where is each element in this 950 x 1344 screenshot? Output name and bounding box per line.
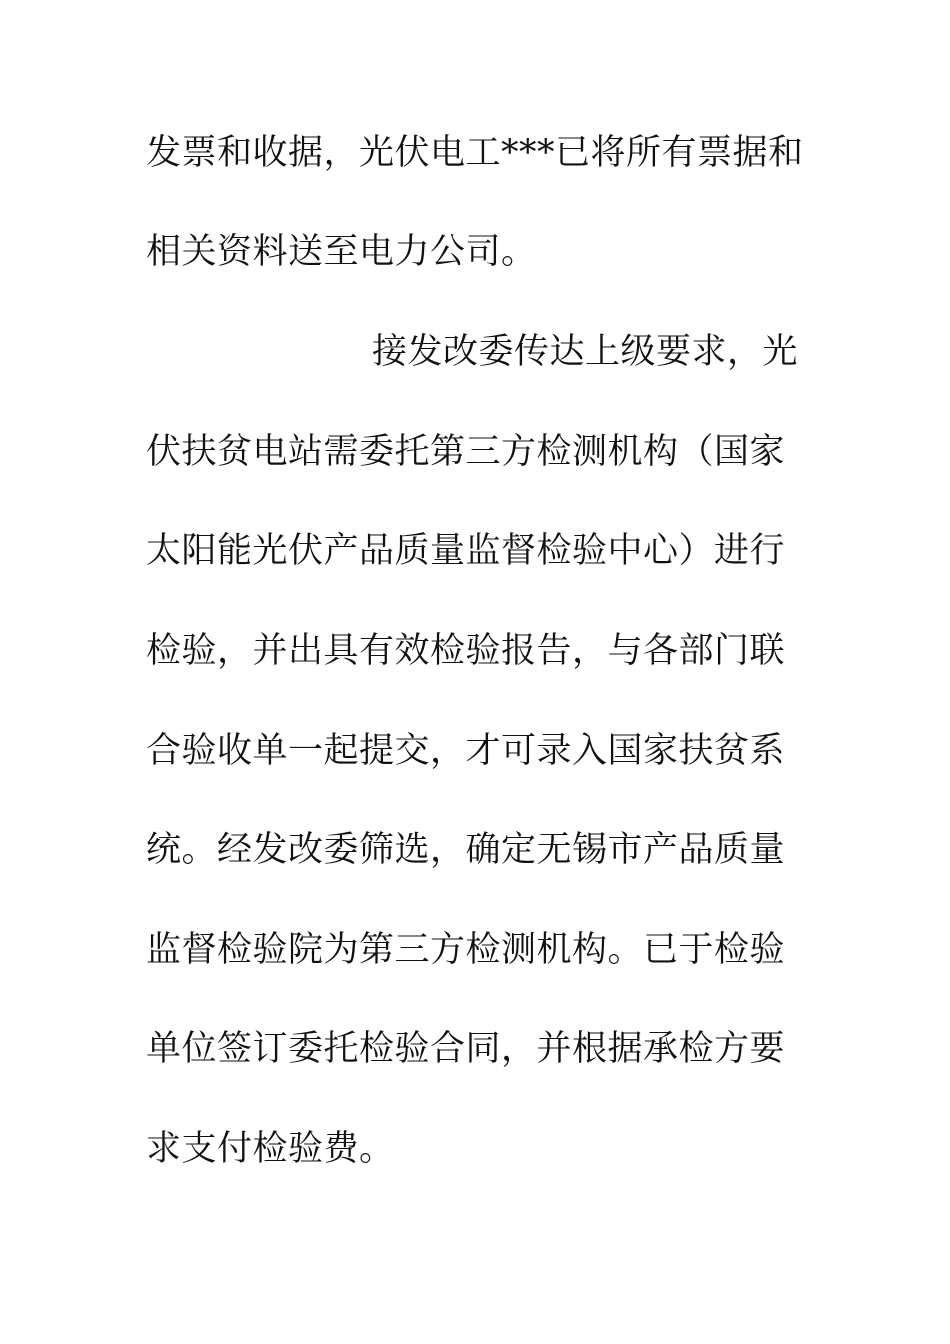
text-line-7: 合验收单一起提交，才可录入国家扶贫系: [146, 731, 786, 771]
text-line-9: 监督检验院为第三方检测机构。已于检验: [146, 930, 786, 970]
text-line-6: 检验，并出具有效检验报告，与各部门联: [146, 631, 786, 671]
text-line-2: 相关资料送至电力公司。: [146, 232, 537, 272]
text-line-8: 统。经发改委筛选，确定无锡市产品质量: [146, 830, 786, 870]
text-line-3: 接发改委传达上级要求，光: [372, 332, 799, 372]
text-line-1: 发票和收据，光伏电工***已将所有票据和: [146, 133, 804, 173]
text-line-5: 太阳能光伏产品质量监督检验中心）进行: [146, 531, 786, 571]
text-line-11: 求支付检验费。: [146, 1129, 395, 1169]
text-line-4: 伏扶贫电站需委托第三方检测机构（国家: [146, 432, 786, 472]
text-line-10: 单位签订委托检验合同，并根据承检方要: [146, 1029, 786, 1069]
